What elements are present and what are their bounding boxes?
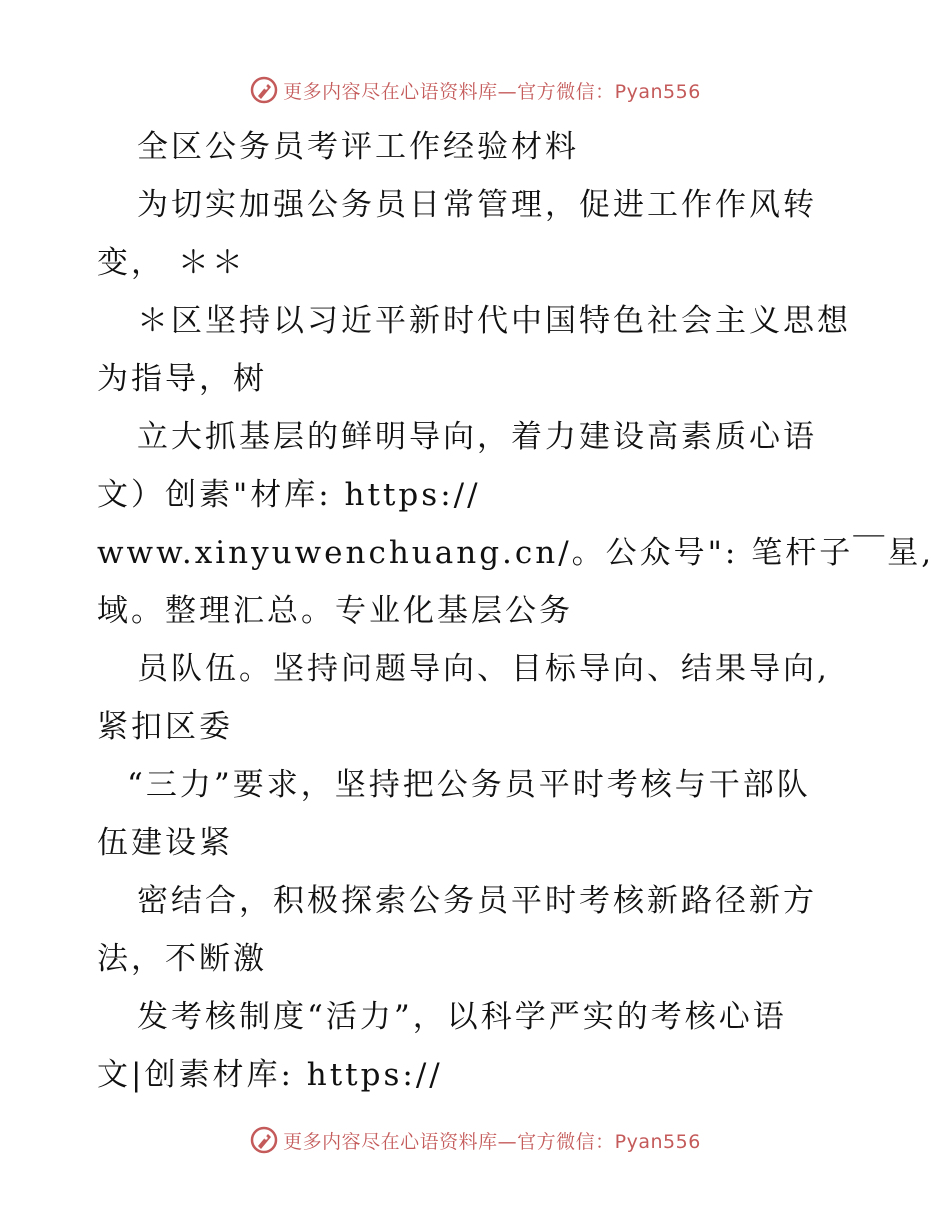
paragraph-line: 紧扣区委 (97, 709, 233, 745)
paragraph-line: ＊区坚持以习近平新时代中国特色社会主义思想 (137, 303, 851, 339)
watermark-group (249, 1125, 701, 1155)
paragraph-line: 为切实加强公务员日常管理，促进工作作风转 (137, 187, 817, 223)
watermark-group (249, 75, 701, 105)
pen-nib-logo-icon (249, 75, 279, 105)
paragraph-line: 为指导，树 (97, 361, 267, 397)
paragraph-line: 密结合，积极探索公务员平时考核新路径新方 (137, 883, 817, 919)
pen-nib-logo-icon (249, 1125, 279, 1155)
paragraph-line: 文|创素材库: https:// (97, 1057, 443, 1093)
footer-watermark-banner (0, 1120, 950, 1160)
paragraph-line: 立大抓基层的鲜明导向，着力建设高素质心语 (137, 419, 817, 455)
paragraph-line: 域。整理汇总。专业化基层公务 (97, 593, 573, 629)
paragraph-line: 员队伍。坚持问题导向、目标导向、结果导向, (137, 651, 830, 687)
paragraph-line: “三力”要求，坚持把公务员平时考核与干部队 (127, 767, 811, 803)
paragraph-line: 变， ＊＊ (97, 245, 246, 281)
paragraph-line: www.xinyuwenchuang.cn/。公众号": 笔杆子￣星, (97, 535, 935, 571)
paragraph-line: 文）创素"材库: https:// (97, 477, 481, 513)
header-watermark-banner (0, 70, 950, 110)
paragraph-line: 法，不断激 (97, 941, 267, 977)
watermark-text: 更多内容尽在心语资料库—官方微信：Pyan556 (283, 80, 701, 103)
document-body (97, 118, 935, 1104)
paragraph-line: 伍建设紧 (97, 825, 233, 861)
document-title: 全区公务员考评工作经验材料 (137, 129, 579, 165)
watermark-text: 更多内容尽在心语资料库—官方微信：Pyan556 (283, 1130, 701, 1153)
paragraph-line: 发考核制度“活力”，以科学严实的考核心语 (137, 999, 787, 1035)
